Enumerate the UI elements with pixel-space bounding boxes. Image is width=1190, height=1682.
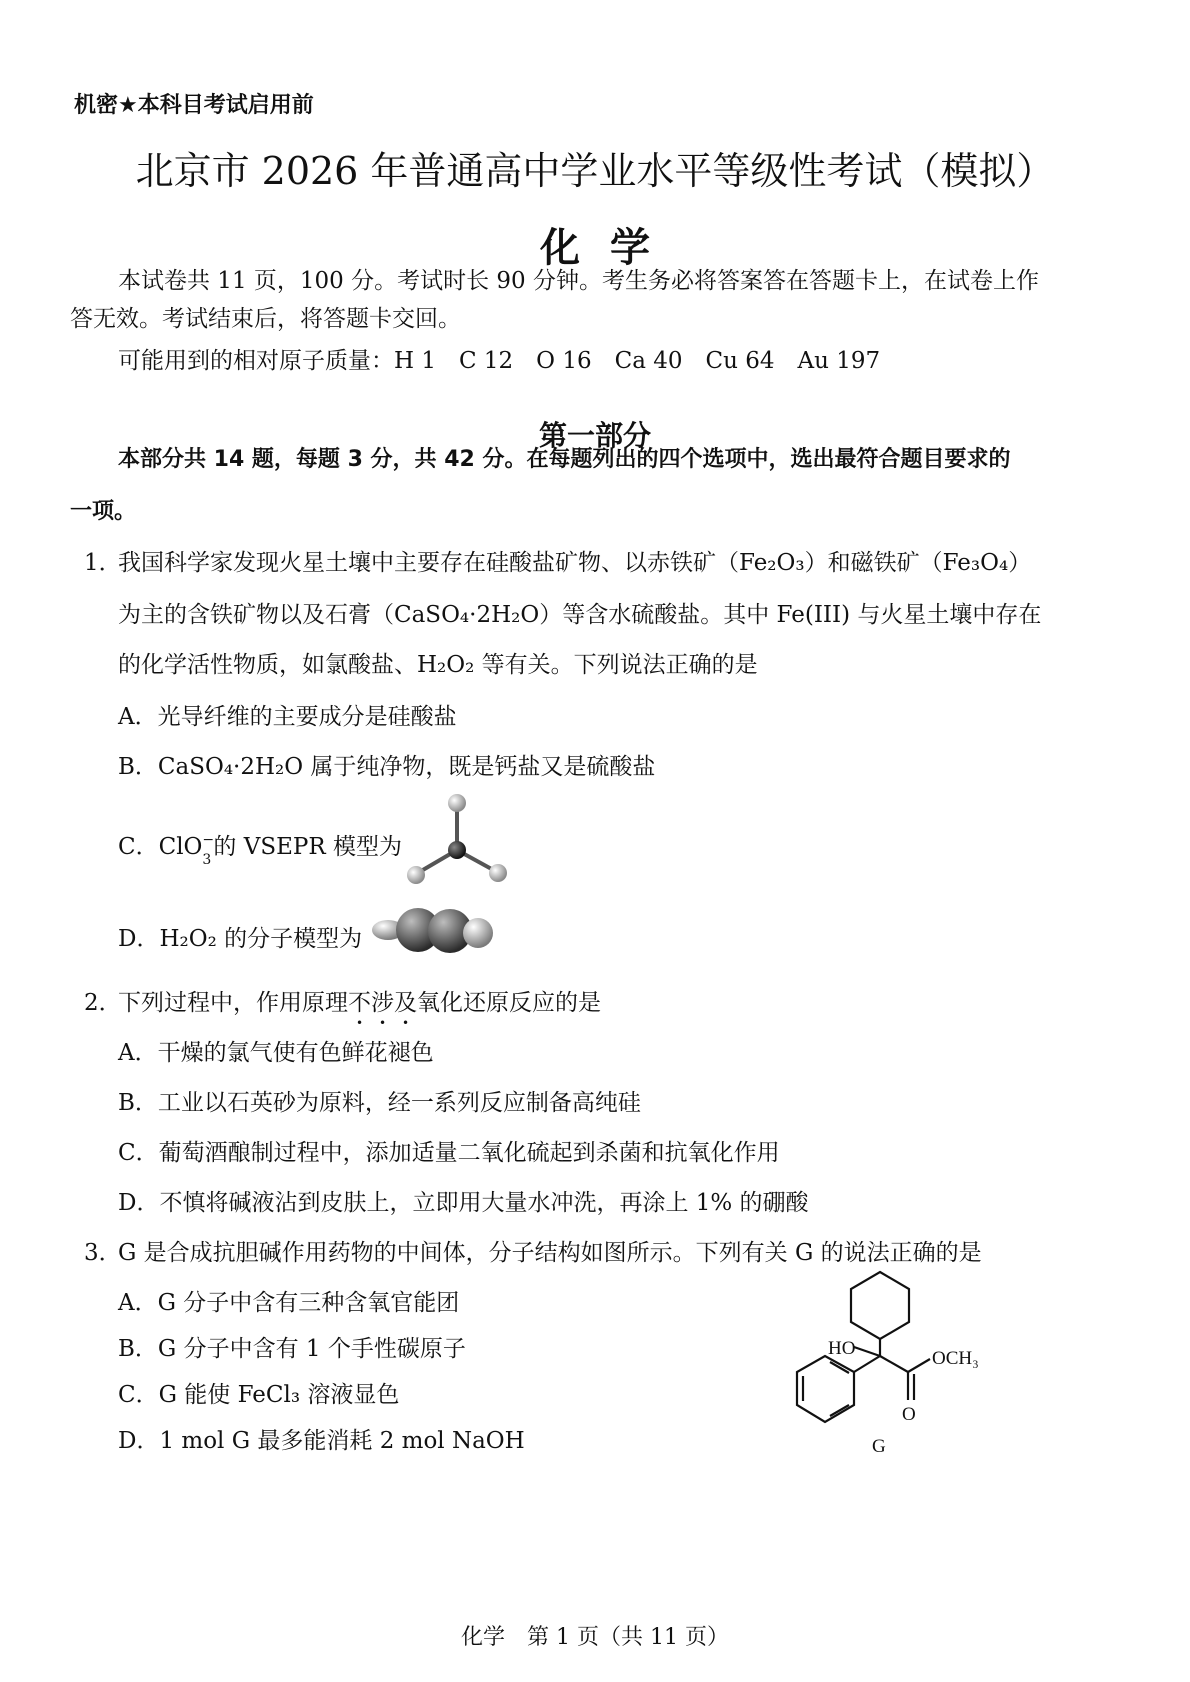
q2-option-c: C．葡萄酒酿制过程中，添加适量二氧化硫起到杀菌和抗氧化作用 — [118, 1140, 780, 1166]
q1-stem-line-3: 的化学活性物质，如氯酸盐、H₂O₂ 等有关。下列说法正确的是 — [118, 652, 758, 678]
q1-option-a: A．光导纤维的主要成分是硅酸盐 — [118, 704, 457, 730]
confidential-notice: 机密★本科目考试启用前 — [74, 93, 314, 118]
subject-title: 化学 — [540, 224, 680, 271]
q3-option-d: D．1 mol G 最多能消耗 2 mol NaOH — [118, 1428, 525, 1454]
intro-line-2: 答无效。考试结束后，将答题卡交回。 — [70, 306, 461, 332]
molecule-g-label: G — [872, 1436, 886, 1457]
molecule-g-structure — [790, 1260, 1000, 1460]
q1-stem-line-1: 我国科学家发现火星土壤中主要存在硅酸盐矿物、以赤铁矿（Fe₂O₃）和磁铁矿（Fe₃O₄） — [118, 550, 1032, 576]
q1-stem-line-2: 为主的含铁矿物以及石膏（CaSO₄·2H₂O）等含水硫酸盐。其中 Fe(III) 与火星土壤中存在 — [118, 602, 1042, 628]
och3-label: OCH₃ — [932, 1348, 979, 1369]
page-footer: 化学 第 1 页（共 11 页） — [461, 1625, 729, 1650]
q2-number: 2． — [84, 990, 122, 1016]
q3-number: 3． — [84, 1240, 122, 1266]
part-one-instructions-1: 本部分共 14 题，每题 3 分，共 42 分。在每题列出的四个选项中，选出最符合题目要求的 — [118, 447, 1011, 472]
q2-option-b: B．工业以石英砂为原料，经一系列反应制备高纯硅 — [118, 1090, 641, 1116]
q1-option-c: C．ClO − 3 的 VSEPR 模型为 — [118, 832, 402, 868]
ho-label: HO — [828, 1338, 856, 1359]
h2o2-model-image — [370, 900, 500, 960]
intro-line-1: 本试卷共 11 页，100 分。考试时长 90 分钟。考生务必将答案答在答题卡上，在试卷上作 — [118, 268, 1039, 294]
exam-title: 北京市 2026 年普通高中学业水平等级性考试（模拟） — [135, 149, 1055, 193]
q2-stem: 下列过程中，作用原理不涉及氧化还原反应的是 — [118, 990, 601, 1016]
q3-option-b: B．G 分子中含有 1 个手性碳原子 — [118, 1336, 466, 1362]
q1-number: 1． — [84, 550, 122, 576]
q2-option-a: A．干燥的氯气使有色鲜花褪色 — [118, 1040, 434, 1066]
part-one-heading: 第一部分 — [538, 419, 651, 452]
part-one-instructions-2: 一项。 — [70, 499, 137, 524]
carbonyl-o-label: O — [902, 1404, 916, 1425]
atomic-masses: 可能用到的相对原子质量：H 1 C 12 O 16 Ca 40 Cu 64 Au 197 — [118, 348, 881, 374]
q1-option-b: B．CaSO₄·2H₂O 属于纯净物，既是钙盐又是硫酸盐 — [118, 754, 656, 780]
q3-option-c: C．G 能使 FeCl₃ 溶液显色 — [118, 1382, 400, 1408]
q2-option-d: D．不慎将碱液沾到皮肤上，立即用大量水冲洗，再涂上 1% 的硼酸 — [118, 1190, 809, 1216]
q3-option-a: A．G 分子中含有三种含氧官能团 — [118, 1290, 460, 1316]
q2-emphasis: 不涉及 — [348, 990, 417, 1016]
q3-stem: G 是合成抗胆碱作用药物的中间体，分子结构如图所示。下列有关 G 的说法正确的是 — [118, 1240, 982, 1266]
vsepr-model-image — [400, 790, 520, 890]
q1-option-d: D．H₂O₂ 的分子模型为 — [118, 926, 363, 952]
